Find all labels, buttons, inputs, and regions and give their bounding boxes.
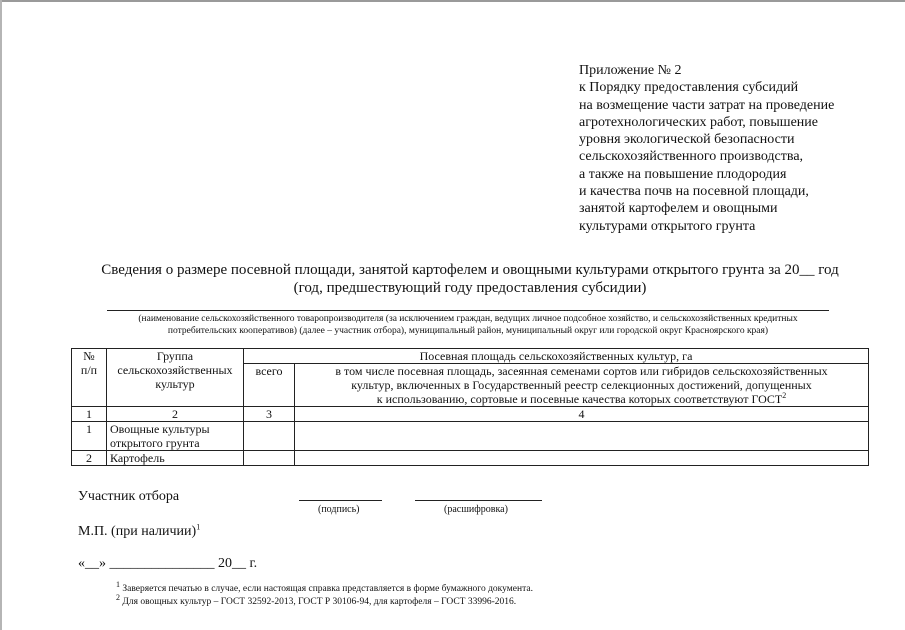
header-group-line-2: сельскохозяйственных (117, 363, 233, 377)
name-decoding-line[interactable] (415, 500, 542, 501)
appendix-line: на возмещение части затрат на проведение (579, 97, 835, 113)
participant-name-caption (100, 314, 836, 337)
footnote-2 (116, 592, 517, 607)
caption-line-2: потребительских кооперативов) (далее – участник отбора), муниципальный район, муниципальный округ или городской округ Красноярского края) (167, 325, 769, 336)
signature-caption: (подпись) (318, 504, 360, 515)
appendix-line: к Порядку предоставления субсидий (579, 80, 799, 96)
appendix-heading (579, 62, 879, 235)
document-title (70, 261, 870, 297)
header-including-line-3 (298, 392, 865, 406)
header-including-text: к использованию, сортовые и посевные качества которых соответствуют ГОСТ (376, 392, 783, 406)
row-group-line-1: Овощные культуры (110, 422, 210, 436)
scan-edge-left (0, 0, 2, 630)
header-area: Посевная площадь сельскохозяйственных культур, га (244, 349, 869, 364)
stamp-place-text: М.П. (при наличии) (78, 524, 197, 539)
header-group-line-3: культур (155, 377, 195, 391)
participant-name-line (107, 310, 829, 311)
header-including (295, 364, 869, 407)
header-number (72, 349, 107, 407)
title-line-2: (год, предшествующий году предоставления субсидии) (293, 280, 647, 296)
date-line: «__» _______________ 20__ г. (78, 556, 258, 571)
table-row (72, 451, 869, 466)
header-including-line-1: в том числе посевная площадь, засеянная семенами сортов или гибридов сельскохозяйственных (335, 364, 828, 378)
footnote-1 (116, 579, 533, 594)
appendix-line: Приложение № 2 (579, 63, 682, 78)
row-group-line-2: открытого грунта (110, 436, 200, 450)
row-including-cell[interactable] (295, 422, 869, 451)
appendix-line: агротехнологических работ, повышение (579, 114, 818, 130)
header-group-line-1: Группа (156, 349, 194, 363)
row-group (107, 422, 244, 451)
header-group (107, 349, 244, 407)
title-line-1: Сведения о размере посевной площади, занятой картофелем и овощными культурами открытого грунта за 20__ год (101, 262, 839, 278)
header-number-line-1: № (83, 349, 95, 363)
row-number: 1 (72, 422, 107, 451)
appendix-line: занятой картофелем и овощными (579, 201, 778, 217)
row-including-cell[interactable] (295, 451, 869, 466)
footnote-ref-1: 1 (196, 522, 201, 532)
footnote-1-mark: 1 (116, 579, 120, 589)
row-total-cell[interactable] (244, 422, 295, 451)
decoding-caption: (расшифровка) (444, 504, 508, 515)
column-number-cell: 2 (107, 407, 244, 422)
appendix-line: и качества почв на посевной площади, (579, 184, 809, 200)
footnote-2-mark: 2 (116, 592, 120, 602)
table-row (72, 422, 869, 451)
signature-line[interactable] (299, 500, 382, 501)
column-number-cell: 3 (244, 407, 295, 422)
appendix-line: уровня экологической безопасности (579, 132, 795, 148)
caption-line-1: (наименование сельскохозяйственного товаропроизводителя (за исключением граждан, ведущих личное подсобное хозяйство, и сельскохозяйственных кредитных (138, 314, 798, 324)
footnote-2-text: Для овощных культур – ГОСТ 32592-2013, ГОСТ Р 30106-94, для картофеля – ГОСТ 33996-2016. (120, 597, 517, 607)
appendix-line: сельскохозяйственного производства, (579, 149, 804, 165)
row-total-cell[interactable] (244, 451, 295, 466)
sowing-area-table (71, 348, 869, 466)
scan-edge-top (0, 0, 905, 2)
column-number-cell: 1 (72, 407, 107, 422)
appendix-line: культурами открытого грунта (579, 218, 756, 234)
footnote-ref-2: 2 (782, 391, 787, 400)
column-number-cell: 4 (295, 407, 869, 422)
table-header-row (72, 349, 869, 364)
column-number-row (72, 407, 869, 422)
row-group: Картофель (107, 451, 244, 466)
participant-label: Участник отбора (78, 489, 180, 504)
header-total: всего (244, 364, 295, 407)
header-number-line-2: п/п (80, 363, 98, 377)
appendix-line: а также на повышение плодородия (579, 166, 787, 182)
footnote-1-text: Заверяется печатью в случае, если настоящая справка представляется в форме бумажного документа. (120, 584, 533, 594)
header-including-line-2: культур, включенных в Государственный реестр селекционных достижений, допущенных (351, 378, 812, 392)
row-number: 2 (72, 451, 107, 466)
stamp-place (78, 524, 200, 540)
